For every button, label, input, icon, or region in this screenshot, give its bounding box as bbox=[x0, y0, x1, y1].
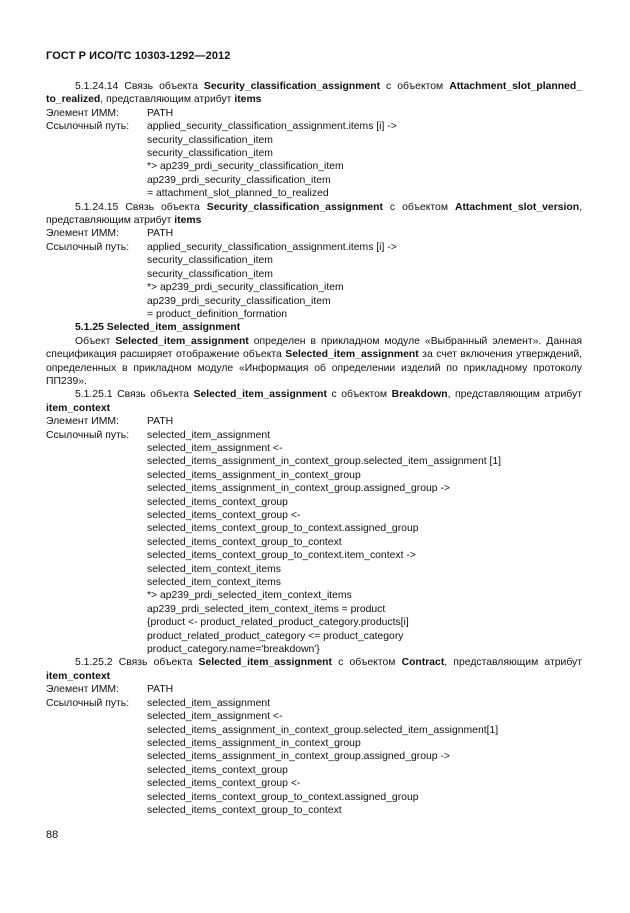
text: , представляющим атрибут bbox=[444, 657, 582, 669]
path-row bbox=[46, 697, 582, 710]
page-number: 88 bbox=[46, 829, 59, 841]
text: Связь объекта bbox=[112, 389, 194, 401]
path-line: product_category.name='breakdown'} bbox=[147, 644, 320, 656]
entity-name: Security_classification_assignment bbox=[206, 201, 383, 213]
path-line: selected_item_assignment <- bbox=[147, 711, 283, 723]
element-row bbox=[46, 227, 582, 240]
attribute-name: item_context bbox=[46, 402, 111, 414]
text: , представляющим атрибут bbox=[100, 94, 235, 106]
text: Связь объекта bbox=[118, 201, 207, 213]
text: с объектом bbox=[382, 201, 455, 213]
path-line: selected_items_assignment_in_context_group.assigned_group -> bbox=[147, 483, 450, 495]
path-line: selected_item_context_items bbox=[147, 577, 281, 589]
text: Связь объекта bbox=[118, 81, 204, 92]
path-label: Ссылочный путь: bbox=[46, 121, 130, 133]
path-line: selected_items_context_group_to_context.assigned_group bbox=[147, 523, 419, 535]
path-line: selected_items_assignment_in_context_group.selected_item_assignment[1] bbox=[147, 724, 499, 736]
path-line: product_related_product_category <= product_category bbox=[147, 630, 404, 642]
clause-5-1-25-1-title bbox=[46, 388, 582, 415]
section-5-1-25-paragraph bbox=[46, 335, 582, 389]
clause-5-1-24-14-title bbox=[46, 80, 582, 107]
clause-number: 5.1.24.14 bbox=[75, 81, 119, 92]
path-line: security_classification_item bbox=[147, 148, 273, 160]
clause-number: 5.1.25.1 bbox=[75, 389, 113, 401]
element-row bbox=[46, 683, 582, 696]
section-5-1-25-heading: 5.1.25 Selected_item_assignment bbox=[75, 322, 241, 334]
path-line: selected_items_context_group_to_context.assigned_group bbox=[147, 791, 419, 803]
path-line: = attachment_slot_planned_to_realized bbox=[147, 188, 329, 200]
element-label: Элемент ИММ: bbox=[46, 107, 119, 119]
element-row bbox=[46, 415, 582, 428]
page-header: ГОСТ Р ИСО/ТС 10303-1292—2012 bbox=[46, 50, 231, 62]
clause-5-1-24-15-title bbox=[46, 201, 582, 228]
path-line: selected_items_context_group bbox=[147, 496, 288, 508]
path-line: security_classification_item bbox=[147, 134, 273, 146]
path-line: selected_item_assignment <- bbox=[147, 442, 283, 454]
path-line: selected_items_context_group_to_context.item_context -> bbox=[147, 550, 416, 562]
path-line: selected_item_assignment bbox=[147, 697, 271, 709]
path-label: Ссылочный путь: bbox=[46, 429, 130, 441]
path-line: selected_items_assignment_in_context_group bbox=[147, 737, 361, 749]
path-line: ap239_prdi_security_classification_item bbox=[147, 295, 331, 307]
entity-name: Selected_item_assignment bbox=[193, 389, 327, 401]
path-line: selected_items_context_group bbox=[147, 764, 288, 776]
path-line: selected_items_context_group <- bbox=[147, 510, 301, 521]
text: за счет включения утверждений, определенных в прикладном модуле «Информация об определении изделий по прикладному протоколу ПП239». bbox=[46, 349, 583, 387]
element-value: PATH bbox=[147, 684, 174, 696]
path-row bbox=[46, 120, 582, 133]
path-line: *> ap239_prdi_security_classification_item bbox=[147, 161, 344, 173]
element-value: PATH bbox=[147, 416, 174, 428]
clause-number: 5.1.25.2 bbox=[75, 657, 113, 669]
path-row bbox=[46, 429, 582, 442]
text: Связь объекта bbox=[112, 657, 199, 669]
path-line: applied_security_classification_assignment.items [i] -> bbox=[147, 121, 397, 133]
path-line: applied_security_classification_assignment.items [i] -> bbox=[147, 241, 397, 253]
text: Объект bbox=[75, 335, 116, 347]
path-line: selected_items_assignment_in_context_group bbox=[147, 469, 361, 481]
text: , представляющим атрибут bbox=[46, 201, 582, 227]
path-line: selected_items_assignment_in_context_group.selected_item_assignment [1] bbox=[147, 456, 502, 468]
text: с объектом bbox=[326, 389, 392, 401]
entity-name: Security_classification_assignment bbox=[203, 81, 381, 92]
element-label: Элемент ИММ: bbox=[46, 228, 119, 240]
entity-name: Selected_item_assignment bbox=[285, 349, 419, 361]
path-line: selected_items_context_group_to_context bbox=[147, 804, 342, 816]
target-entity: Contract bbox=[401, 657, 445, 669]
entity-name: Selected_item_assignment bbox=[115, 335, 249, 347]
path-label: Ссылочный путь: bbox=[46, 241, 130, 253]
text: определен в прикладном модуле «Выбранный элемент». Данная спецификация расширяет отображение объекта bbox=[46, 335, 582, 361]
attribute-name: items bbox=[234, 94, 262, 106]
clause-number: 5.1.24.15 bbox=[75, 201, 119, 213]
path-row bbox=[46, 241, 582, 254]
element-row bbox=[46, 107, 582, 120]
attribute-name: items bbox=[174, 215, 202, 227]
path-label: Ссылочный путь: bbox=[46, 697, 130, 709]
path-line: selected_item_assignment bbox=[147, 429, 271, 441]
path-line: selected_item_context_items bbox=[147, 563, 281, 575]
path-line: security_classification_item bbox=[147, 255, 273, 267]
path-line: {product <- product_related_product_category.products[i] bbox=[147, 617, 409, 629]
page-content bbox=[46, 80, 582, 817]
path-line: security_classification_item bbox=[147, 268, 273, 280]
text: с объектом bbox=[380, 81, 450, 92]
text: , представляющим атрибут bbox=[447, 389, 582, 401]
path-line: *> ap239_prdi_selected_item_context_items bbox=[147, 590, 352, 602]
element-label: Элемент ИММ: bbox=[46, 416, 119, 428]
path-line: selected_items_context_group <- bbox=[147, 778, 301, 790]
element-value: PATH bbox=[147, 228, 174, 240]
target-entity: Attachment_slot_version bbox=[454, 201, 580, 213]
clause-5-1-25-2-title bbox=[46, 656, 582, 683]
path-line: ap239_prdi_selected_item_context_items = product bbox=[147, 603, 386, 615]
path-line: ap239_prdi_security_classification_item bbox=[147, 174, 331, 186]
path-line: *> ap239_prdi_security_classification_item bbox=[147, 282, 344, 294]
text: с объектом bbox=[331, 657, 402, 669]
path-line: selected_items_context_group_to_context bbox=[147, 536, 342, 548]
element-value: PATH bbox=[147, 107, 174, 119]
element-label: Элемент ИММ: bbox=[46, 684, 119, 696]
target-entity: Breakdown bbox=[391, 389, 448, 401]
path-line: = product_definition_formation bbox=[147, 308, 288, 320]
entity-name: Selected_item_assignment bbox=[198, 657, 332, 669]
attribute-name: item_context bbox=[46, 670, 111, 682]
target-entity: Attachment_slot_planned_ to_realized bbox=[46, 81, 582, 106]
path-line: selected_items_assignment_in_context_group.assigned_group -> bbox=[147, 751, 450, 763]
